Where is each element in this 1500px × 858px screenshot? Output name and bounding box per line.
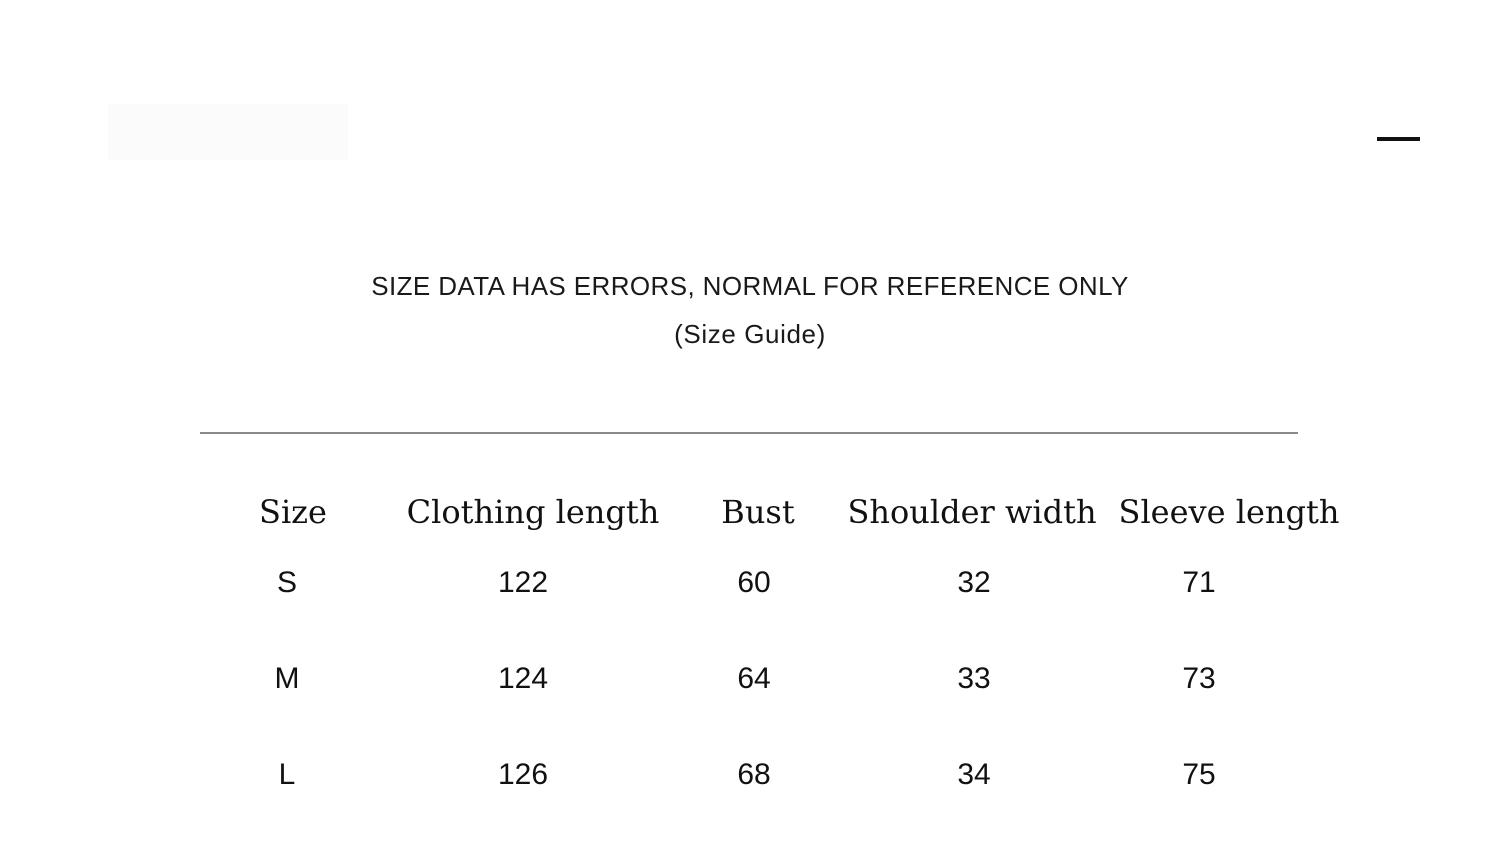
- cell-bust: 64: [737, 662, 771, 695]
- cell-bust: 68: [737, 758, 771, 791]
- cell-size: M: [274, 662, 300, 695]
- header-size: Size: [259, 493, 327, 531]
- header-shoulder-width: Shoulder width: [847, 493, 1097, 531]
- cell-sleeve-length: 75: [1182, 758, 1216, 791]
- header-bust: Bust: [721, 493, 795, 531]
- cell-clothing-length: 126: [497, 758, 549, 791]
- cell-shoulder-width: 32: [957, 566, 991, 599]
- header-clothing-length: Clothing length: [406, 493, 660, 531]
- cell-size: L: [278, 758, 296, 791]
- cell-sleeve-length: 71: [1182, 566, 1216, 599]
- cell-bust: 60: [737, 566, 771, 599]
- size-guide-subtitle: (Size Guide): [674, 319, 826, 349]
- size-notice: SIZE DATA HAS ERRORS, NORMAL FOR REFERENCE ONLY: [371, 271, 1129, 301]
- cell-shoulder-width: 34: [957, 758, 991, 791]
- cell-clothing-length: 124: [497, 662, 549, 695]
- header-sleeve-length: Sleeve length: [1118, 493, 1340, 531]
- cell-clothing-length: 122: [497, 566, 549, 599]
- cell-size: S: [276, 566, 298, 599]
- cell-sleeve-length: 73: [1182, 662, 1216, 695]
- cell-shoulder-width: 33: [957, 662, 991, 695]
